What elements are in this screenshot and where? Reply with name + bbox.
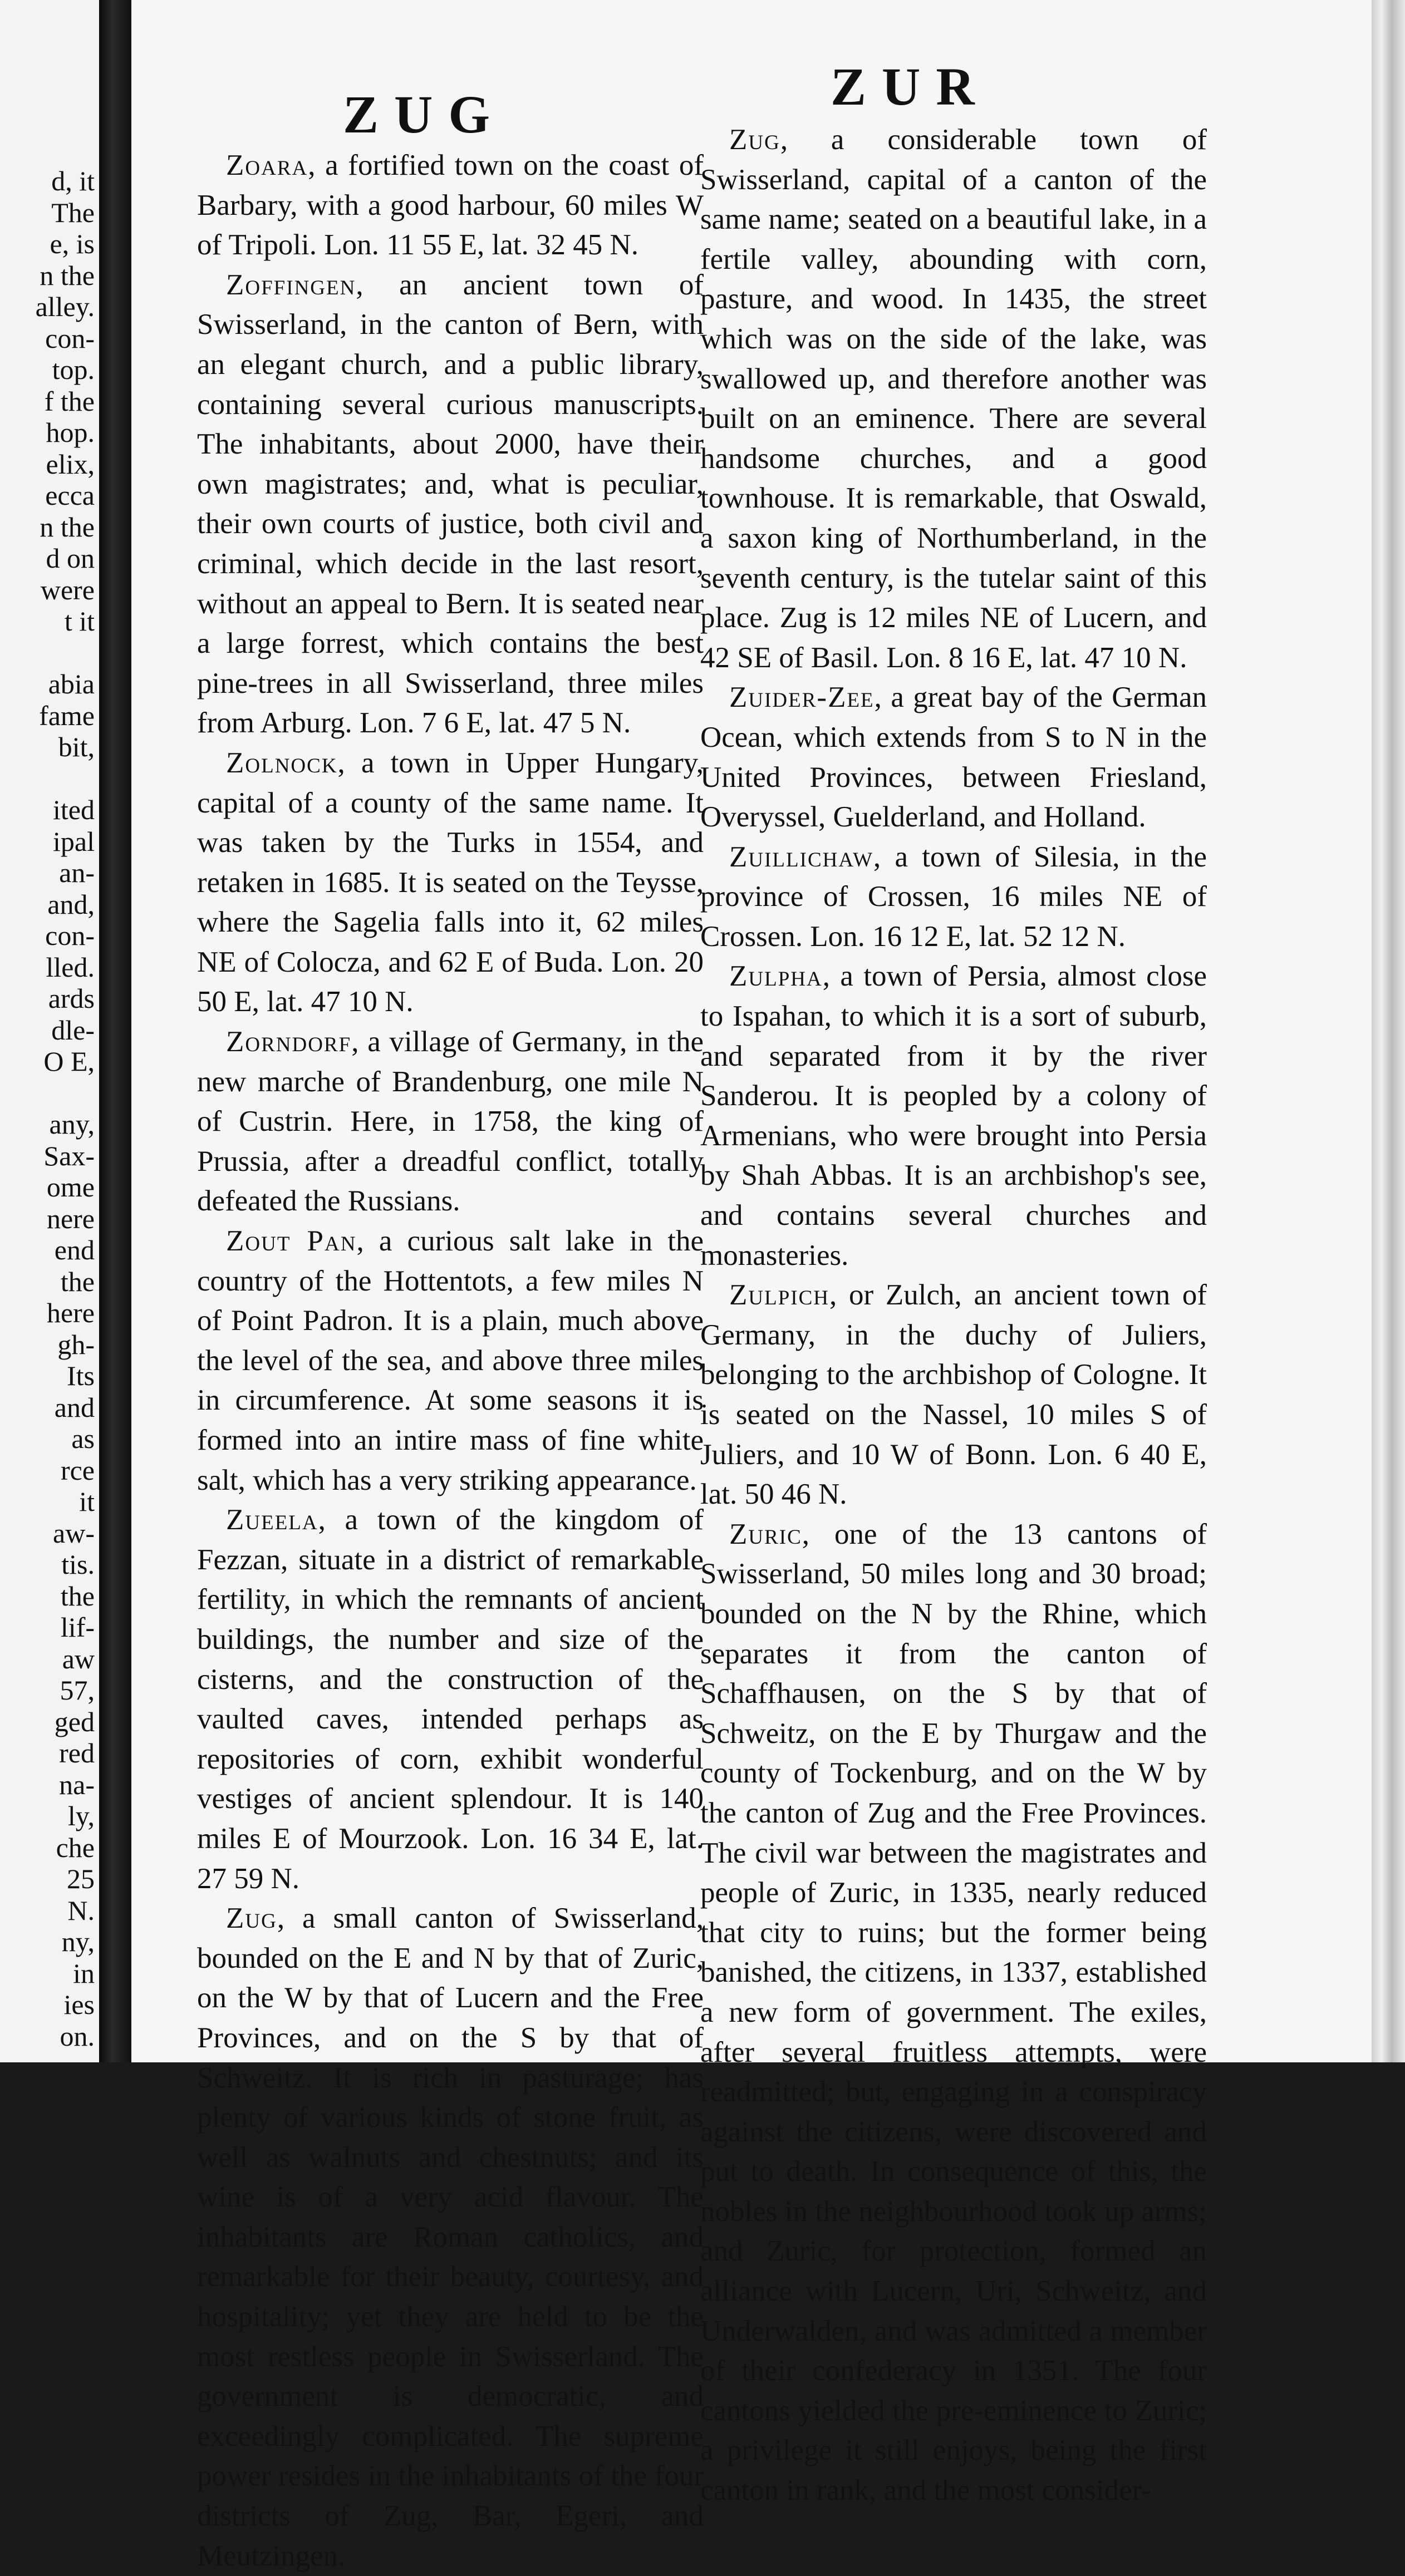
entry-headword: Zueela: [226, 1504, 318, 1536]
previous-page-fragment: here: [46, 1297, 95, 1328]
previous-page-fragment: The: [51, 196, 95, 228]
previous-page-fragment: any,: [49, 1109, 95, 1140]
entry-text: , a great bay of the German Ocean, which extends from S to N in the United Provinces, between Friesland, Overyssel, Guelderland, and Holland.: [700, 681, 1207, 834]
entry-text: , a town of Silesia, in the province of Crossen, 16 miles NE of Crossen. Lon. 16 12 E, lat. 52 12 N.: [700, 840, 1207, 953]
entry-headword: Zoara: [226, 149, 308, 181]
previous-page-fragment: in: [73, 1957, 95, 1989]
previous-page-fragment: on.: [60, 2020, 95, 2052]
previous-page-fragment: d, it: [51, 165, 95, 196]
previous-page-fragment: ies: [63, 1989, 95, 2020]
entry-text: , an ancient town of Swisserland, in the canton of Bern, with an elegant church, and a public library, containing several curious manuscripts. The inhabitants, about 2000, have their own magistrates; and, what is peculiar, their own courts of justice, both civil and criminal, which decide in the last resort, without an appeal to Bern. It is seated near a large forrest, which contains the best pine-trees in all Swisserland, three miles from Arburg. Lon. 7 6 E, lat. 47 5 N.: [197, 268, 704, 740]
previous-page-fragment: end: [54, 1234, 95, 1265]
previous-page-fragment: nere: [46, 1203, 95, 1234]
previous-page-fragment: d on: [46, 543, 95, 574]
dictionary-entry: [197, 1022, 704, 1221]
dictionary-entry: [700, 1515, 1207, 2511]
entry-text: , a considerable town of Swisserland, capital of a canton of the same name; seated on a beautiful lake, in a fertile valley, abounding with corn, pasture, and wood. In 1435, the street which was on the side of the lake, was swallowed up, and therefore another was built on an eminence. There are several handsome churches, and a good townhouse. It is remarkable, that Oswald, a saxon king of Northumberland, in the seventh century, is the tutelar saint of this place. Zug is 12 miles NE of Lucern, and 42 SE of Basil. Lon. 8 16 E, lat. 47 10 N.: [700, 124, 1207, 674]
entry-text: , one of the 13 cantons of Swisserland, 50 miles long and 30 broad; bounded on the N by the Rhine, which separates it from the canton of Schaffhausen, on the S by that of Schweitz, on the E by Thurgaw and the county of Tockenburg, and on the W by the canton of Zug and the Free Provinces. The civil war between the magistrates and people of Zuric, in 1335, nearly reduced that city to ruins; but the former being banished, the citizens, in 1337, established a new form of government. The exiles, after several fruitless attempts, were readmitted; but, engaging in a conspiracy against the citizens, were discovered and put to death. In consequence of this, the nobles in the neighbourhood took up arms; and Zuric, for protection, formed an alliance with Lucern, Uri, Schweitz, and Underwalden, and was admitted a member of their confederacy in 1351. The four cantons yielded the pre-eminence to Zuric; a privilege it still enjoys, being the first canton in rank, and the most consider-: [700, 1518, 1207, 2507]
entry-headword: Zorndorf: [226, 1026, 352, 1058]
previous-page-fragment: f the: [44, 385, 95, 417]
previous-page-fragment: hop.: [46, 417, 95, 448]
previous-page-fragment: it: [79, 1486, 95, 1517]
previous-page-fragment: elix,: [46, 448, 95, 480]
entry-text: , a fortified town on the coast of Barbary, with a good harbour, 60 miles W of Tripoli. Lon. 11 55 E, lat. 32 45 N.: [197, 149, 704, 262]
page-edge: [1372, 0, 1405, 2062]
entry-headword: Zulpha: [729, 960, 823, 993]
dictionary-entry: [700, 1275, 1207, 1515]
previous-page-fragment: ome: [46, 1171, 95, 1203]
entry-text: , a small canton of Swisserland, bounded on the E and N by that of Zuric, on the W by that of Lucern and the Free Provinces, and on the S by that of Schweitz. It is rich in pasturage; has plenty of various kinds of stone fruit, as well as walnuts and chestnuts; and its wine is of a very acid flavour. The inhabitants are Roman catholics, and remarkable for their beauty, courtesy, and hospitality; yet they are held to be the most restless people in Swisserland. The government is democratic, and exceedingly complicated. The supreme power resides in the inhabitants of the four districts of Zug, Bar, Egeri, and Meutzingen.: [197, 1902, 704, 2572]
previous-page-fragment: ards: [48, 983, 95, 1014]
running-head-left: ZUG: [343, 85, 506, 144]
left-column: [197, 146, 704, 2576]
previous-page-fragment: ipal: [53, 825, 95, 857]
entry-headword: Zoffingen: [226, 268, 356, 301]
right-column: [700, 120, 1207, 2511]
previous-page-fragment: dle-: [51, 1014, 95, 1046]
entry-headword: Zolnock: [226, 746, 338, 779]
running-head-right: ZUR: [831, 57, 990, 116]
previous-page-fragment: tis.: [61, 1549, 95, 1580]
dictionary-entry: [700, 678, 1207, 837]
previous-page-fragment: aw: [62, 1643, 95, 1674]
previous-page-fragment: con-: [45, 322, 95, 354]
dictionary-entry: [700, 957, 1207, 1275]
previous-page-fragment: con-: [45, 920, 95, 951]
previous-page-fragment: n the: [40, 259, 95, 291]
previous-page-fragment: Its: [67, 1360, 95, 1391]
previous-page-fragment: alley.: [35, 291, 95, 322]
previous-page-fragment: ited: [53, 794, 95, 825]
previous-page-fragment: were: [40, 574, 95, 605]
previous-page-fragment: aw-: [53, 1517, 95, 1549]
entry-headword: Zulpich: [729, 1279, 829, 1312]
previous-page-fragment: ged: [54, 1706, 95, 1737]
dictionary-entry: [197, 743, 704, 1022]
previous-page-fragment: n the: [40, 511, 95, 543]
previous-page-fragment: O E,: [43, 1046, 95, 1077]
previous-page-fragment: t it: [64, 605, 95, 637]
previous-page-fragment: an-: [59, 857, 95, 888]
previous-page-fragment: lif-: [60, 1612, 95, 1643]
previous-page-fragment: na-: [59, 1769, 95, 1800]
dictionary-entry: [197, 265, 704, 743]
entry-headword: Zug: [226, 1902, 277, 1935]
dictionary-entry: [700, 838, 1207, 957]
previous-page-fragment: as: [71, 1423, 95, 1454]
entry-text: , a curious salt lake in the country of the Hottentots, a few miles N of Point Padron. It is a plain, much above the level of the sea, and above three miles in circumference. At some seasons it is formed into an intire mass of fine white salt, which has a very striking appearance.: [197, 1225, 704, 1496]
previous-page-fragment: top.: [52, 354, 95, 385]
previous-page-fragment: the: [60, 1580, 95, 1612]
previous-page-fragment: lled.: [46, 951, 95, 983]
entry-headword: Zout Pan: [226, 1225, 357, 1258]
previous-page-fragment: and,: [47, 888, 95, 920]
dictionary-entry: [197, 1500, 704, 1899]
previous-page-fragment: Sax-: [43, 1140, 95, 1171]
previous-page-fragment: abia: [48, 668, 95, 700]
previous-page-fragment: rce: [60, 1454, 95, 1486]
previous-page-fragment: e, is: [50, 228, 95, 259]
entry-headword: Zuric: [729, 1518, 802, 1550]
entry-text: , a town of the kingdom of Fezzan, situate in a district of remarkable fertility, in which the remnants of ancient buildings, the number and size of the cisterns, and the construction of the vaulted caves, intended perhaps as repositories of corn, exhibit wonderful vestiges of ancient splendour. It is 140 miles E of Mourzook. Lon. 16 34 E, lat. 27 59 N.: [197, 1504, 704, 1895]
entry-headword: Zuillichaw: [729, 840, 874, 873]
previous-page-fragment: N.: [67, 1894, 95, 1926]
previous-page-fragment: 25: [67, 1863, 95, 1894]
previous-page-fragment: gh-: [57, 1328, 95, 1360]
previous-page-fragment: che: [56, 1831, 95, 1863]
entry-headword: Zug: [729, 124, 780, 156]
previous-page-sliver: [0, 0, 99, 2062]
previous-page-fragment: ly,: [67, 1800, 95, 1831]
previous-page-fragment: ny,: [61, 1926, 95, 1957]
previous-page-fragment: red: [59, 1737, 95, 1769]
previous-page-fragment: fame: [39, 700, 95, 731]
entry-text: , a town in Upper Hungary, capital of a county of the same name. It was taken by the Turks in 1554, and retaken in 1685. It is seated on the Teysse, where the Sagelia falls into it, 62 miles NE of Colocza, and 62 E of Buda. Lon. 20 50 E, lat. 47 10 N.: [197, 746, 704, 1018]
previous-page-fragment: and: [54, 1391, 95, 1423]
previous-page-fragment: ecca: [45, 480, 95, 511]
book-gutter: [99, 0, 131, 2062]
previous-page-fragment: 57,: [60, 1674, 95, 1706]
dictionary-entry: [197, 146, 704, 265]
dictionary-page: [131, 0, 1372, 2572]
dictionary-entry: [197, 1221, 704, 1500]
entry-text: , a town of Persia, almost close to Ispahan, to which it is a sort of suburb, and separated from it by the river Sanderou. It is peopled by a colony of Armenians, who were brought into Persia by Shah Abbas. It is an archbishop's see, and contains several churches and monasteries.: [700, 960, 1207, 1272]
previous-page-fragment: bit,: [58, 731, 95, 762]
previous-page-fragment: the: [60, 1265, 95, 1297]
entry-text: , or Zulch, an ancient town of Germany, in the duchy of Juliers, belonging to the archbishop of Cologne. It is seated on the Nassel, 10 miles S of Juliers, and 10 W of Bonn. Lon. 6 40 E, lat. 50 46 N.: [700, 1279, 1207, 1511]
entry-text: , a village of Germany, in the new marche of Brandenburg, one mile N of Custrin. Here, in 1758, the king of Prussia, after a dreadful conflict, totally defeated the Russians.: [197, 1026, 704, 1218]
dictionary-entry: [197, 1899, 704, 2576]
dictionary-entry: [700, 120, 1207, 678]
entry-headword: Zuider-Zee: [729, 681, 875, 714]
